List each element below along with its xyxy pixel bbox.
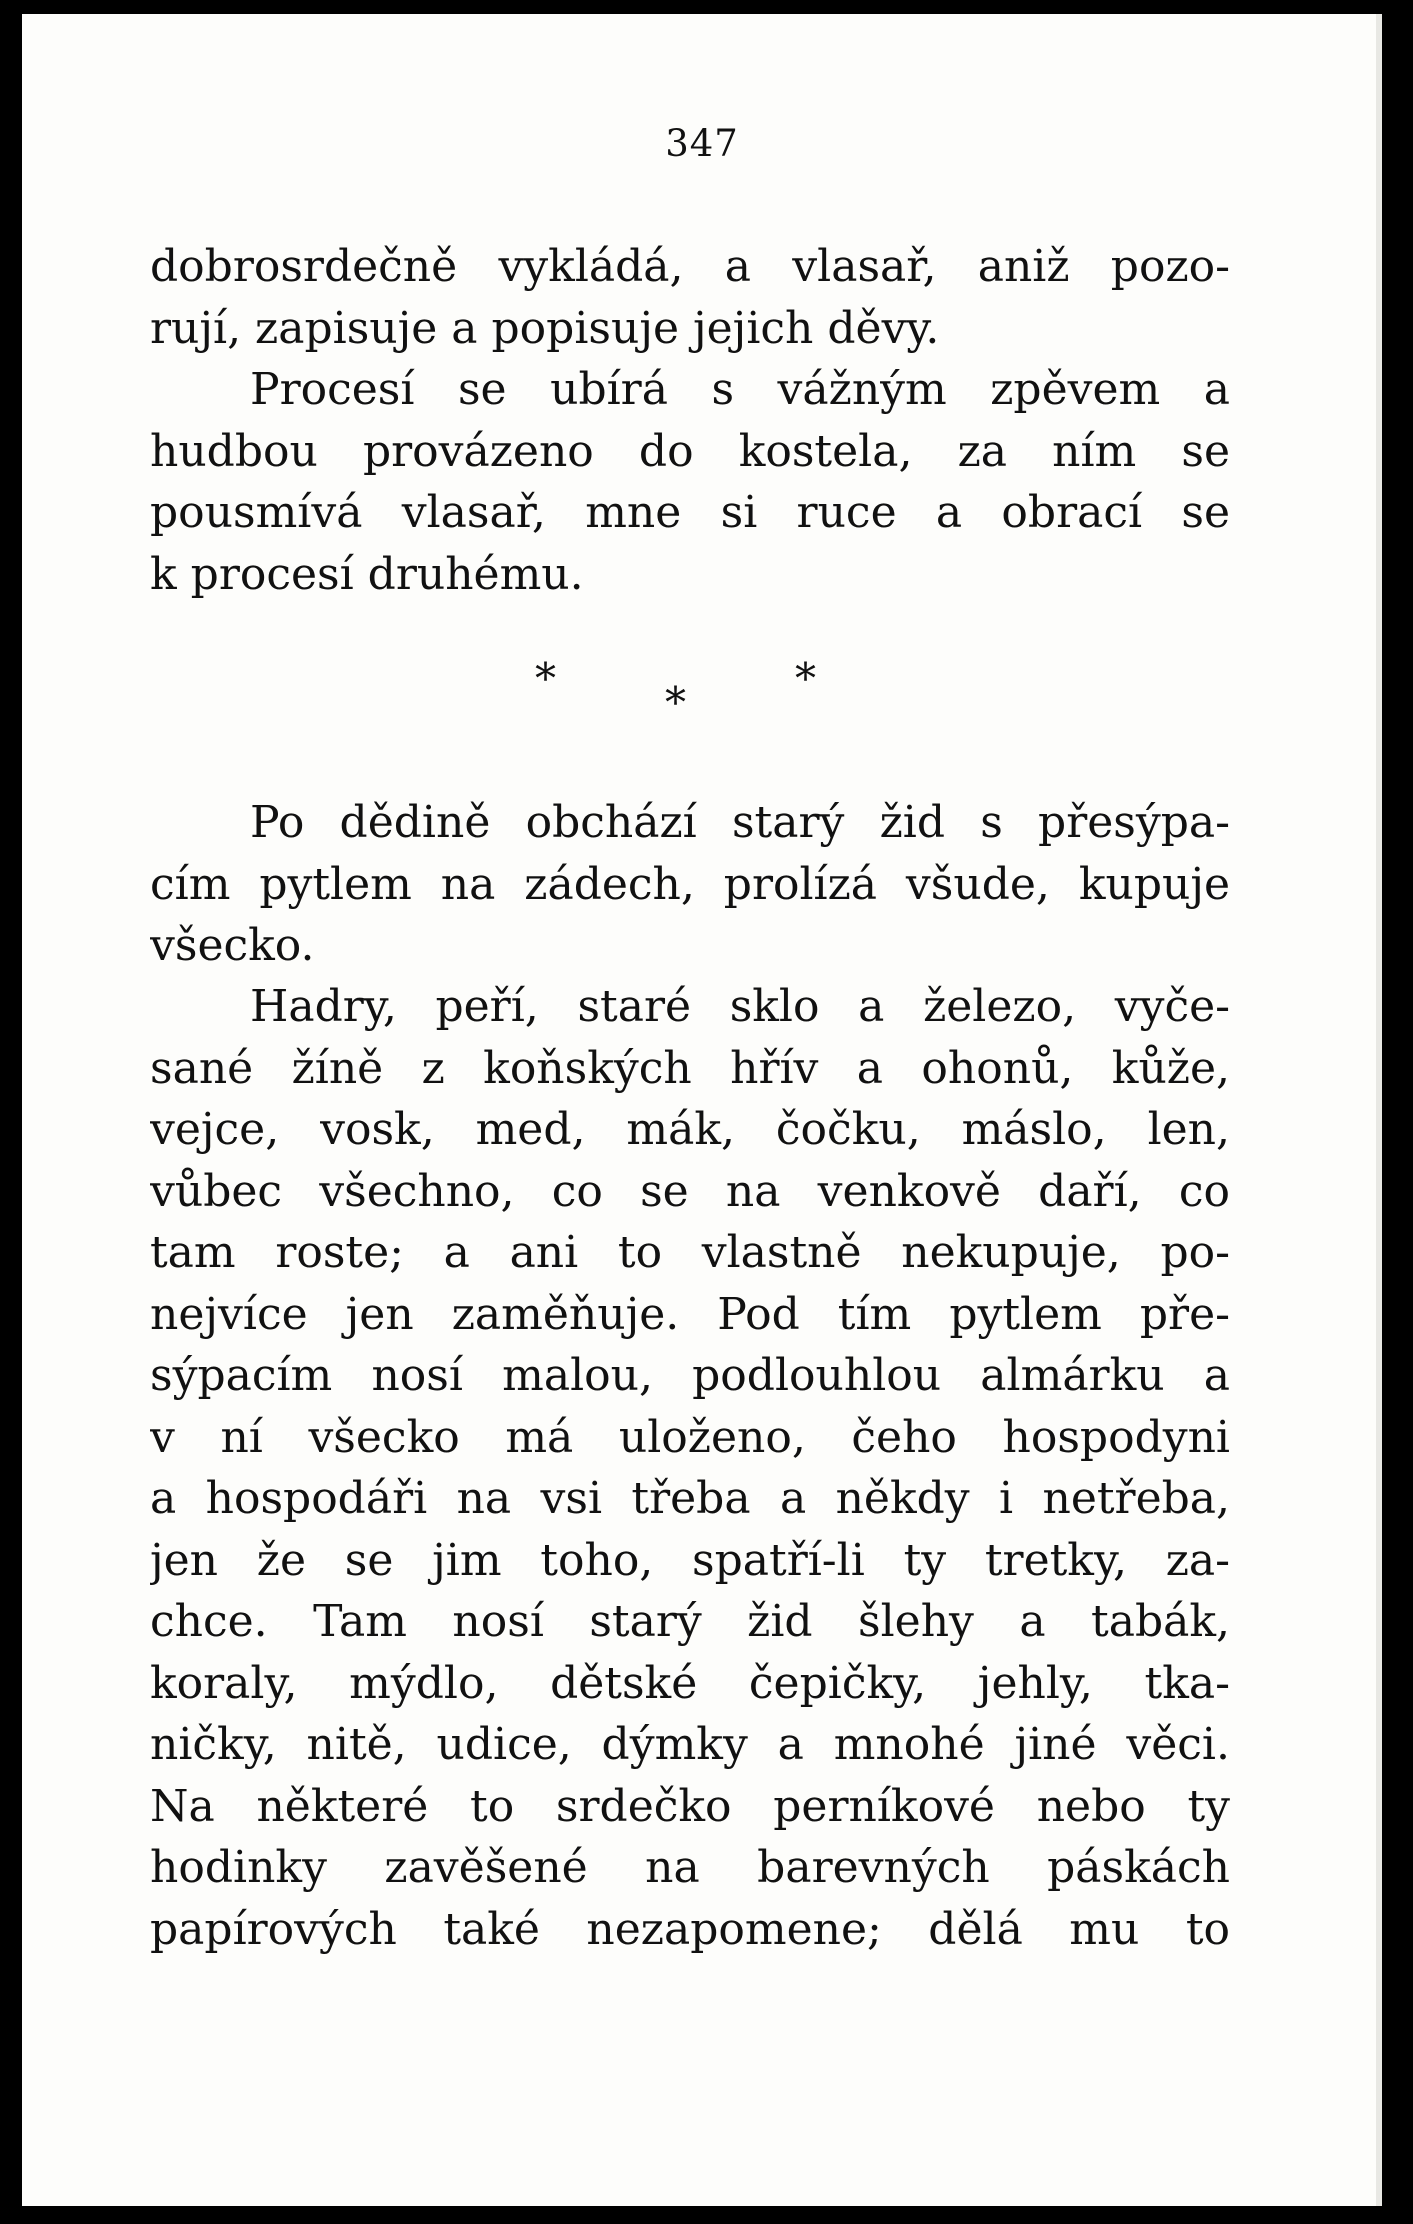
section-separator [22, 654, 1382, 727]
text-line: papírových také nezapomene; dělá mu to [150, 1903, 1230, 1955]
text-line: ničky, nitě, udice, dýmky a mnohé jiné věci. [150, 1719, 1230, 1770]
text-line: tam roste; a ani to vlastně nekupuje, po- [150, 1227, 1230, 1278]
book-page [22, 14, 1382, 2206]
text-line: hudbou provázeno do kostela, za ním se [150, 425, 1230, 477]
page-number: 347 [665, 122, 739, 165]
text-block-paragraph-3 [150, 792, 1230, 977]
text-line: hodinky zavěšené na barevných páskách [150, 1842, 1230, 1893]
text-line: nejvíce jen zaměňuje. Pod tím pytlem pře- [150, 1288, 1230, 1340]
text-line: rují, zapisuje a popisuje jejich děvy. [150, 302, 940, 354]
asterisk: * [535, 654, 556, 703]
text-line: chce. Tam nosí starý žid šlehy a tabák, [150, 1596, 1230, 1647]
text-line: koraly, mýdlo, dětské čepičky, jehly, tka- [150, 1657, 1230, 1709]
text-line: pousmívá vlasař, mne si ruce a obrací se [150, 487, 1230, 538]
text-line: Po dědině obchází starý žid s přesýpa- [250, 797, 1230, 848]
text-line: k procesí druhému. [150, 548, 584, 600]
text-line: jen že se jim toho, spatří-li ty tretky, za- [150, 1534, 1230, 1586]
asterisk: * [665, 678, 686, 727]
asterisk: * [795, 654, 816, 703]
text-line: sané žíně z koňských hřív a ohonů, kůže, [150, 1042, 1230, 1094]
text-line: sýpacím nosí malou, podlouhlou almárku a [150, 1350, 1230, 1401]
text-line: vůbec všechno, co se na venkově daří, co [150, 1165, 1230, 1217]
text-block-paragraph-4 [150, 976, 1230, 1960]
text-line: dobrosrdečně vykládá, a vlasař, aniž pozo- [150, 241, 1230, 292]
text-line: vejce, vosk, med, mák, čočku, máslo, len, [150, 1104, 1230, 1155]
text-line: Na některé to srdečko perníkové nebo ty [150, 1780, 1230, 1832]
text-line: Hadry, peří, staré sklo a železo, vyče- [250, 981, 1230, 1032]
text-line: a hospodáři na vsi třeba a někdy i netřeba, [150, 1473, 1230, 1524]
text-block-top [150, 236, 1230, 605]
page-edge [1376, 14, 1382, 2206]
text-line: Procesí se ubírá s vážným zpěvem a [250, 364, 1230, 415]
text-line: všecko. [150, 920, 315, 971]
text-line: v ní všecko má uloženo, čeho hospodyni [150, 1411, 1230, 1463]
text-line: cím pytlem na zádech, prolízá všude, kupuje [150, 858, 1230, 910]
